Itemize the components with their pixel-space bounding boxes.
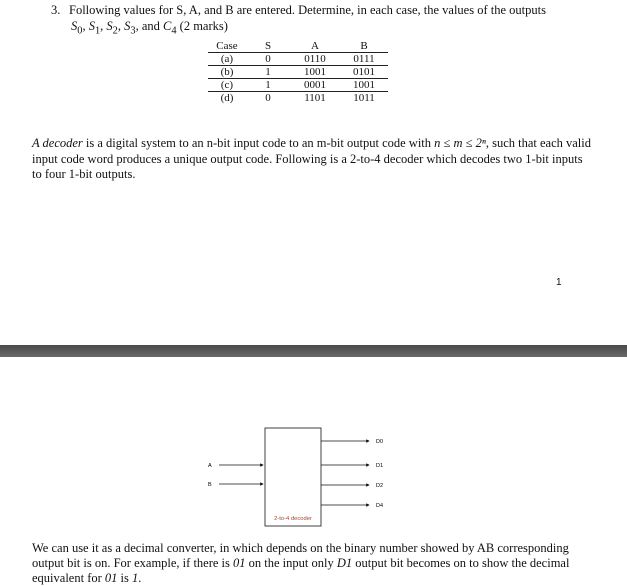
cell: 1001 <box>340 79 388 92</box>
var-s3: S <box>124 19 131 33</box>
var-c4: C <box>163 19 172 33</box>
input-b-label: B <box>208 482 212 488</box>
code-01-b: 01 <box>104 571 118 585</box>
cell: (a) <box>208 53 246 66</box>
para1-text-b: , such that each valid input code word produces a unique output code. Following is a 2-to-4 decoder which decodes two 1-bit inputs to four 1-bit outputs. <box>32 136 591 181</box>
sub-4: 4 <box>171 25 177 37</box>
para2-text-2: on the input only <box>245 556 337 570</box>
input-a-label: A <box>208 463 212 469</box>
inequality: n ≤ m ≤ 2ⁿ <box>434 136 486 150</box>
var-s0: S <box>71 19 78 33</box>
sub-3: 3 <box>130 25 136 37</box>
cell: (b) <box>208 66 246 79</box>
decoder-box-label: 2-to-4 decoder <box>274 516 312 522</box>
output-d2-label: D2 <box>376 483 384 489</box>
cell: 1011 <box>353 92 375 104</box>
page-number: 1 <box>556 277 562 288</box>
sub-2: 2 <box>112 25 118 37</box>
cell: 0 <box>246 53 290 66</box>
code-01: 01 <box>233 556 246 570</box>
decoder-diagram <box>195 425 395 535</box>
converter-paragraph <box>32 541 602 586</box>
cell: 1101 <box>304 92 326 104</box>
cell: (c) <box>208 79 246 92</box>
decoder-term: A decoder <box>32 136 83 150</box>
var-s2: S <box>106 19 113 33</box>
table-header-row <box>208 40 388 53</box>
decoder-paragraph <box>32 136 592 183</box>
cell: 0 <box>265 92 271 104</box>
sub-1: 1 <box>94 25 101 37</box>
question-line-1 <box>51 3 546 18</box>
para2-text-4: is <box>117 571 132 585</box>
para2-text-3: output bit becomes on to show the decimal equivalent for <box>32 556 570 585</box>
cell: 1 <box>246 79 290 92</box>
question-line-2: $S_0$, $S_1$, $S_2$, $S_3$, and $C_4$ (2 marks) <box>71 19 228 37</box>
marks: (2 marks) <box>179 19 228 33</box>
output-d4-label: D4 <box>376 503 384 509</box>
header-b: B <box>340 40 388 53</box>
cell: 1 <box>246 66 290 79</box>
code-1: 1 <box>131 571 139 585</box>
table-row <box>208 92 388 105</box>
question-number: 3. <box>51 3 61 17</box>
table-row <box>208 79 388 92</box>
cell: 0101 <box>340 66 388 79</box>
table-row <box>208 53 388 66</box>
para2-text-1: We can use it as a decimal converter, in which depends on the binary number showed by AB corresponding output bit is on. For example, if there is <box>32 541 569 570</box>
para2-text-5: . <box>138 571 142 585</box>
var-s1: S <box>88 19 95 33</box>
cell: 0111 <box>340 53 388 66</box>
question-text: Following values for S, A, and B are entered. Determine, in each case, the values of the outputs <box>69 3 546 17</box>
and-word: and <box>141 19 160 33</box>
sub-0: 0 <box>77 25 83 37</box>
values-table <box>208 40 388 104</box>
output-d1-label: D1 <box>376 463 384 469</box>
code-d1: D1 <box>336 556 353 570</box>
output-d0-label: D0 <box>376 439 384 445</box>
cell: 1001 <box>290 66 340 79</box>
header-a: A <box>290 40 340 53</box>
decoder-box <box>265 428 321 526</box>
cell: 0110 <box>290 53 340 66</box>
page-separator <box>0 345 627 357</box>
header-s: S <box>246 40 290 53</box>
cell: 0001 <box>290 79 340 92</box>
table-row <box>208 66 388 79</box>
cell: (d) <box>220 92 234 104</box>
header-case: Case <box>208 40 246 53</box>
para1-text-a: is a digital system to an n-bit input code to an m-bit output code with <box>82 136 435 150</box>
